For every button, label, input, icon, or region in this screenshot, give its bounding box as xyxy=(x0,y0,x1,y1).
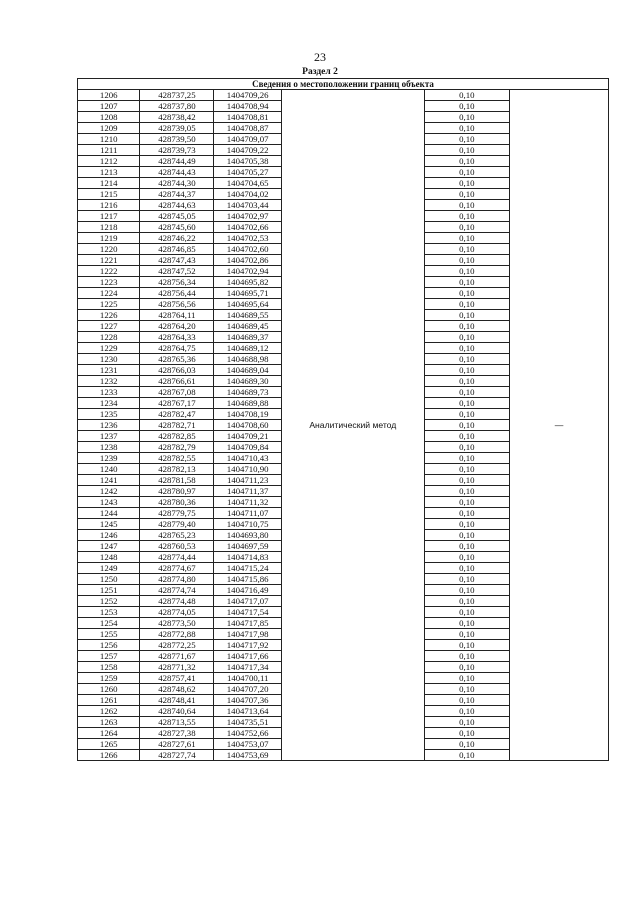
x-coordinate-cell: 428739,05 xyxy=(140,123,214,134)
point-number-cell: 1247 xyxy=(78,541,140,552)
accuracy-cell: 0,10 xyxy=(424,662,509,673)
point-number-cell: 1222 xyxy=(78,266,140,277)
point-number-cell: 1244 xyxy=(78,508,140,519)
accuracy-cell: 0,10 xyxy=(424,277,509,288)
x-coordinate-cell: 428781,58 xyxy=(140,475,214,486)
y-coordinate-cell: 1404707,36 xyxy=(214,695,282,706)
y-coordinate-cell: 1404714,83 xyxy=(214,552,282,563)
accuracy-cell: 0,10 xyxy=(424,717,509,728)
x-coordinate-cell: 428782,13 xyxy=(140,464,214,475)
accuracy-cell: 0,10 xyxy=(424,618,509,629)
accuracy-cell: 0,10 xyxy=(424,332,509,343)
y-coordinate-cell: 1404710,75 xyxy=(214,519,282,530)
y-coordinate-cell: 1404708,60 xyxy=(214,420,282,431)
point-number-cell: 1237 xyxy=(78,431,140,442)
x-coordinate-cell: 428779,40 xyxy=(140,519,214,530)
y-coordinate-cell: 1404715,24 xyxy=(214,563,282,574)
accuracy-cell: 0,10 xyxy=(424,222,509,233)
point-number-cell: 1252 xyxy=(78,596,140,607)
x-coordinate-cell: 428747,43 xyxy=(140,255,214,266)
point-number-cell: 1245 xyxy=(78,519,140,530)
x-coordinate-cell: 428782,47 xyxy=(140,409,214,420)
x-coordinate-cell: 428782,85 xyxy=(140,431,214,442)
y-coordinate-cell: 1404695,82 xyxy=(214,277,282,288)
x-coordinate-cell: 428744,63 xyxy=(140,200,214,211)
accuracy-cell: 0,10 xyxy=(424,167,509,178)
point-number-cell: 1228 xyxy=(78,332,140,343)
y-coordinate-cell: 1404693,80 xyxy=(214,530,282,541)
x-coordinate-cell: 428774,80 xyxy=(140,574,214,585)
y-coordinate-cell: 1404711,32 xyxy=(214,497,282,508)
y-coordinate-cell: 1404735,51 xyxy=(214,717,282,728)
y-coordinate-cell: 1404709,84 xyxy=(214,442,282,453)
accuracy-cell: 0,10 xyxy=(424,299,509,310)
accuracy-cell: 0,10 xyxy=(424,640,509,651)
x-coordinate-cell: 428764,20 xyxy=(140,321,214,332)
accuracy-cell: 0,10 xyxy=(424,673,509,684)
table-header-row xyxy=(78,79,609,90)
y-coordinate-cell: 1404717,54 xyxy=(214,607,282,618)
y-coordinate-cell: 1404753,07 xyxy=(214,739,282,750)
y-coordinate-cell: 1404689,55 xyxy=(214,310,282,321)
y-coordinate-cell: 1404689,45 xyxy=(214,321,282,332)
point-number-cell: 1253 xyxy=(78,607,140,618)
accuracy-cell: 0,10 xyxy=(424,563,509,574)
y-coordinate-cell: 1404705,27 xyxy=(214,167,282,178)
point-number-cell: 1209 xyxy=(78,123,140,134)
accuracy-cell: 0,10 xyxy=(424,475,509,486)
x-coordinate-cell: 428774,48 xyxy=(140,596,214,607)
x-coordinate-cell: 428764,33 xyxy=(140,332,214,343)
y-coordinate-cell: 1404717,66 xyxy=(214,651,282,662)
accuracy-cell: 0,10 xyxy=(424,431,509,442)
y-coordinate-cell: 1404708,19 xyxy=(214,409,282,420)
point-number-cell: 1248 xyxy=(78,552,140,563)
y-coordinate-cell: 1404702,53 xyxy=(214,233,282,244)
accuracy-cell: 0,10 xyxy=(424,695,509,706)
accuracy-cell: 0,10 xyxy=(424,156,509,167)
y-coordinate-cell: 1404717,07 xyxy=(214,596,282,607)
x-coordinate-cell: 428727,38 xyxy=(140,728,214,739)
accuracy-cell: 0,10 xyxy=(424,310,509,321)
x-coordinate-cell: 428782,55 xyxy=(140,453,214,464)
y-coordinate-cell: 1404717,34 xyxy=(214,662,282,673)
accuracy-cell: 0,10 xyxy=(424,90,509,101)
y-coordinate-cell: 1404717,98 xyxy=(214,629,282,640)
y-coordinate-cell: 1404700,11 xyxy=(214,673,282,684)
accuracy-cell: 0,10 xyxy=(424,123,509,134)
y-coordinate-cell: 1404707,20 xyxy=(214,684,282,695)
x-coordinate-cell: 428746,85 xyxy=(140,244,214,255)
accuracy-cell: 0,10 xyxy=(424,530,509,541)
y-coordinate-cell: 1404689,12 xyxy=(214,343,282,354)
x-coordinate-cell: 428745,05 xyxy=(140,211,214,222)
y-coordinate-cell: 1404704,02 xyxy=(214,189,282,200)
x-coordinate-cell: 428737,80 xyxy=(140,101,214,112)
accuracy-cell: 0,10 xyxy=(424,442,509,453)
accuracy-cell: 0,10 xyxy=(424,343,509,354)
point-number-cell: 1243 xyxy=(78,497,140,508)
y-coordinate-cell: 1404710,90 xyxy=(214,464,282,475)
x-coordinate-cell: 428771,32 xyxy=(140,662,214,673)
point-number-cell: 1211 xyxy=(78,145,140,156)
point-number-cell: 1214 xyxy=(78,178,140,189)
point-number-cell: 1240 xyxy=(78,464,140,475)
x-coordinate-cell: 428782,71 xyxy=(140,420,214,431)
accuracy-cell: 0,10 xyxy=(424,552,509,563)
x-coordinate-cell: 428739,50 xyxy=(140,134,214,145)
accuracy-cell: 0,10 xyxy=(424,288,509,299)
point-number-cell: 1232 xyxy=(78,376,140,387)
accuracy-cell: 0,10 xyxy=(424,684,509,695)
point-number-cell: 1230 xyxy=(78,354,140,365)
y-coordinate-cell: 1404702,60 xyxy=(214,244,282,255)
x-coordinate-cell: 428782,79 xyxy=(140,442,214,453)
x-coordinate-cell: 428756,34 xyxy=(140,277,214,288)
x-coordinate-cell: 428779,75 xyxy=(140,508,214,519)
accuracy-cell: 0,10 xyxy=(424,354,509,365)
accuracy-cell: 0,10 xyxy=(424,574,509,585)
point-number-cell: 1219 xyxy=(78,233,140,244)
y-coordinate-cell: 1404709,26 xyxy=(214,90,282,101)
accuracy-cell: 0,10 xyxy=(424,464,509,475)
point-number-cell: 1224 xyxy=(78,288,140,299)
y-coordinate-cell: 1404752,66 xyxy=(214,728,282,739)
accuracy-cell: 0,10 xyxy=(424,112,509,123)
y-coordinate-cell: 1404689,88 xyxy=(214,398,282,409)
accuracy-cell: 0,10 xyxy=(424,420,509,431)
x-coordinate-cell: 428756,56 xyxy=(140,299,214,310)
point-number-cell: 1218 xyxy=(78,222,140,233)
accuracy-cell: 0,10 xyxy=(424,409,509,420)
accuracy-cell: 0,10 xyxy=(424,651,509,662)
y-coordinate-cell: 1404703,44 xyxy=(214,200,282,211)
accuracy-cell: 0,10 xyxy=(424,233,509,244)
x-coordinate-cell: 428740,64 xyxy=(140,706,214,717)
y-coordinate-cell: 1404704,65 xyxy=(214,178,282,189)
y-coordinate-cell: 1404753,69 xyxy=(214,750,282,761)
y-coordinate-cell: 1404709,21 xyxy=(214,431,282,442)
point-number-cell: 1255 xyxy=(78,629,140,640)
point-number-cell: 1263 xyxy=(78,717,140,728)
point-number-cell: 1227 xyxy=(78,321,140,332)
x-coordinate-cell: 428774,67 xyxy=(140,563,214,574)
y-coordinate-cell: 1404715,86 xyxy=(214,574,282,585)
accuracy-cell: 0,10 xyxy=(424,497,509,508)
x-coordinate-cell: 428764,11 xyxy=(140,310,214,321)
x-coordinate-cell: 428757,41 xyxy=(140,673,214,684)
accuracy-cell: 0,10 xyxy=(424,244,509,255)
x-coordinate-cell: 428780,36 xyxy=(140,497,214,508)
page-number: 23 xyxy=(314,50,326,64)
point-number-cell: 1225 xyxy=(78,299,140,310)
point-number-cell: 1217 xyxy=(78,211,140,222)
point-number-cell: 1233 xyxy=(78,387,140,398)
point-number-cell: 1262 xyxy=(78,706,140,717)
y-coordinate-cell: 1404689,37 xyxy=(214,332,282,343)
accuracy-cell: 0,10 xyxy=(424,134,509,145)
x-coordinate-cell: 428756,44 xyxy=(140,288,214,299)
accuracy-cell: 0,10 xyxy=(424,519,509,530)
y-coordinate-cell: 1404708,87 xyxy=(214,123,282,134)
accuracy-cell: 0,10 xyxy=(424,596,509,607)
y-coordinate-cell: 1404702,66 xyxy=(214,222,282,233)
x-coordinate-cell: 428747,52 xyxy=(140,266,214,277)
point-number-cell: 1236 xyxy=(78,420,140,431)
point-number-cell: 1213 xyxy=(78,167,140,178)
y-coordinate-cell: 1404711,23 xyxy=(214,475,282,486)
x-coordinate-cell: 428737,25 xyxy=(140,90,214,101)
y-coordinate-cell: 1404711,37 xyxy=(214,486,282,497)
accuracy-cell: 0,10 xyxy=(424,266,509,277)
x-coordinate-cell: 428774,05 xyxy=(140,607,214,618)
y-coordinate-cell: 1404708,81 xyxy=(214,112,282,123)
accuracy-cell: 0,10 xyxy=(424,189,509,200)
accuracy-cell: 0,10 xyxy=(424,255,509,266)
x-coordinate-cell: 428744,37 xyxy=(140,189,214,200)
accuracy-cell: 0,10 xyxy=(424,398,509,409)
accuracy-cell: 0,10 xyxy=(424,607,509,618)
x-coordinate-cell: 428773,50 xyxy=(140,618,214,629)
accuracy-cell: 0,10 xyxy=(424,376,509,387)
x-coordinate-cell: 428774,74 xyxy=(140,585,214,596)
x-coordinate-cell: 428727,61 xyxy=(140,739,214,750)
point-number-cell: 1266 xyxy=(78,750,140,761)
section-title: Раздел 2 xyxy=(302,67,338,77)
point-number-cell: 1258 xyxy=(78,662,140,673)
accuracy-cell: 0,10 xyxy=(424,739,509,750)
accuracy-cell: 0,10 xyxy=(424,508,509,519)
x-coordinate-cell: 428713,55 xyxy=(140,717,214,728)
x-coordinate-cell: 428765,23 xyxy=(140,530,214,541)
x-coordinate-cell: 428744,43 xyxy=(140,167,214,178)
point-number-cell: 1239 xyxy=(78,453,140,464)
x-coordinate-cell: 428765,36 xyxy=(140,354,214,365)
accuracy-cell: 0,10 xyxy=(424,178,509,189)
x-coordinate-cell: 428767,17 xyxy=(140,398,214,409)
point-number-cell: 1210 xyxy=(78,134,140,145)
point-number-cell: 1215 xyxy=(78,189,140,200)
y-coordinate-cell: 1404702,97 xyxy=(214,211,282,222)
last-column-cell: — xyxy=(509,90,608,761)
point-number-cell: 1229 xyxy=(78,343,140,354)
point-number-cell: 1212 xyxy=(78,156,140,167)
x-coordinate-cell: 428771,67 xyxy=(140,651,214,662)
y-coordinate-cell: 1404709,07 xyxy=(214,134,282,145)
x-coordinate-cell: 428774,44 xyxy=(140,552,214,563)
accuracy-cell: 0,10 xyxy=(424,541,509,552)
point-number-cell: 1242 xyxy=(78,486,140,497)
x-coordinate-cell: 428746,22 xyxy=(140,233,214,244)
accuracy-cell: 0,10 xyxy=(424,365,509,376)
point-number-cell: 1256 xyxy=(78,640,140,651)
accuracy-cell: 0,10 xyxy=(424,321,509,332)
y-coordinate-cell: 1404702,86 xyxy=(214,255,282,266)
x-coordinate-cell: 428764,75 xyxy=(140,343,214,354)
x-coordinate-cell: 428744,49 xyxy=(140,156,214,167)
x-coordinate-cell: 428748,62 xyxy=(140,684,214,695)
point-number-cell: 1257 xyxy=(78,651,140,662)
accuracy-cell: 0,10 xyxy=(424,750,509,761)
x-coordinate-cell: 428772,88 xyxy=(140,629,214,640)
point-number-cell: 1246 xyxy=(78,530,140,541)
point-number-cell: 1220 xyxy=(78,244,140,255)
point-number-cell: 1207 xyxy=(78,101,140,112)
table-row xyxy=(78,90,609,101)
accuracy-cell: 0,10 xyxy=(424,486,509,497)
point-number-cell: 1265 xyxy=(78,739,140,750)
x-coordinate-cell: 428766,03 xyxy=(140,365,214,376)
y-coordinate-cell: 1404709,22 xyxy=(214,145,282,156)
x-coordinate-cell: 428739,73 xyxy=(140,145,214,156)
y-coordinate-cell: 1404717,92 xyxy=(214,640,282,651)
accuracy-cell: 0,10 xyxy=(424,211,509,222)
point-number-cell: 1249 xyxy=(78,563,140,574)
y-coordinate-cell: 1404705,38 xyxy=(214,156,282,167)
boundary-coordinates-table xyxy=(77,78,609,761)
y-coordinate-cell: 1404717,85 xyxy=(214,618,282,629)
x-coordinate-cell: 428767,08 xyxy=(140,387,214,398)
point-number-cell: 1231 xyxy=(78,365,140,376)
x-coordinate-cell: 428744,30 xyxy=(140,178,214,189)
point-number-cell: 1254 xyxy=(78,618,140,629)
point-number-cell: 1235 xyxy=(78,409,140,420)
point-number-cell: 1216 xyxy=(78,200,140,211)
y-coordinate-cell: 1404689,73 xyxy=(214,387,282,398)
point-number-cell: 1264 xyxy=(78,728,140,739)
x-coordinate-cell: 428766,61 xyxy=(140,376,214,387)
accuracy-cell: 0,10 xyxy=(424,706,509,717)
y-coordinate-cell: 1404689,30 xyxy=(214,376,282,387)
point-number-cell: 1221 xyxy=(78,255,140,266)
y-coordinate-cell: 1404688,98 xyxy=(214,354,282,365)
y-coordinate-cell: 1404710,43 xyxy=(214,453,282,464)
point-number-cell: 1206 xyxy=(78,90,140,101)
x-coordinate-cell: 428780,97 xyxy=(140,486,214,497)
x-coordinate-cell: 428760,53 xyxy=(140,541,214,552)
x-coordinate-cell: 428748,41 xyxy=(140,695,214,706)
y-coordinate-cell: 1404711,07 xyxy=(214,508,282,519)
point-number-cell: 1259 xyxy=(78,673,140,684)
accuracy-cell: 0,10 xyxy=(424,145,509,156)
point-number-cell: 1251 xyxy=(78,585,140,596)
y-coordinate-cell: 1404697,59 xyxy=(214,541,282,552)
x-coordinate-cell: 428772,25 xyxy=(140,640,214,651)
point-number-cell: 1234 xyxy=(78,398,140,409)
y-coordinate-cell: 1404689,04 xyxy=(214,365,282,376)
point-number-cell: 1226 xyxy=(78,310,140,321)
point-number-cell: 1223 xyxy=(78,277,140,288)
y-coordinate-cell: 1404708,94 xyxy=(214,101,282,112)
accuracy-cell: 0,10 xyxy=(424,200,509,211)
point-number-cell: 1260 xyxy=(78,684,140,695)
x-coordinate-cell: 428738,42 xyxy=(140,112,214,123)
method-cell: Аналитический метод xyxy=(282,90,425,761)
point-number-cell: 1238 xyxy=(78,442,140,453)
y-coordinate-cell: 1404695,64 xyxy=(214,299,282,310)
accuracy-cell: 0,10 xyxy=(424,101,509,112)
point-number-cell: 1261 xyxy=(78,695,140,706)
y-coordinate-cell: 1404695,71 xyxy=(214,288,282,299)
y-coordinate-cell: 1404716,49 xyxy=(214,585,282,596)
accuracy-cell: 0,10 xyxy=(424,387,509,398)
point-number-cell: 1241 xyxy=(78,475,140,486)
x-coordinate-cell: 428727,74 xyxy=(140,750,214,761)
accuracy-cell: 0,10 xyxy=(424,453,509,464)
accuracy-cell: 0,10 xyxy=(424,728,509,739)
y-coordinate-cell: 1404713,64 xyxy=(214,706,282,717)
table-header: Сведения о местоположении границ объекта xyxy=(78,79,609,90)
accuracy-cell: 0,10 xyxy=(424,629,509,640)
x-coordinate-cell: 428745,60 xyxy=(140,222,214,233)
point-number-cell: 1250 xyxy=(78,574,140,585)
point-number-cell: 1208 xyxy=(78,112,140,123)
y-coordinate-cell: 1404702,94 xyxy=(214,266,282,277)
accuracy-cell: 0,10 xyxy=(424,585,509,596)
